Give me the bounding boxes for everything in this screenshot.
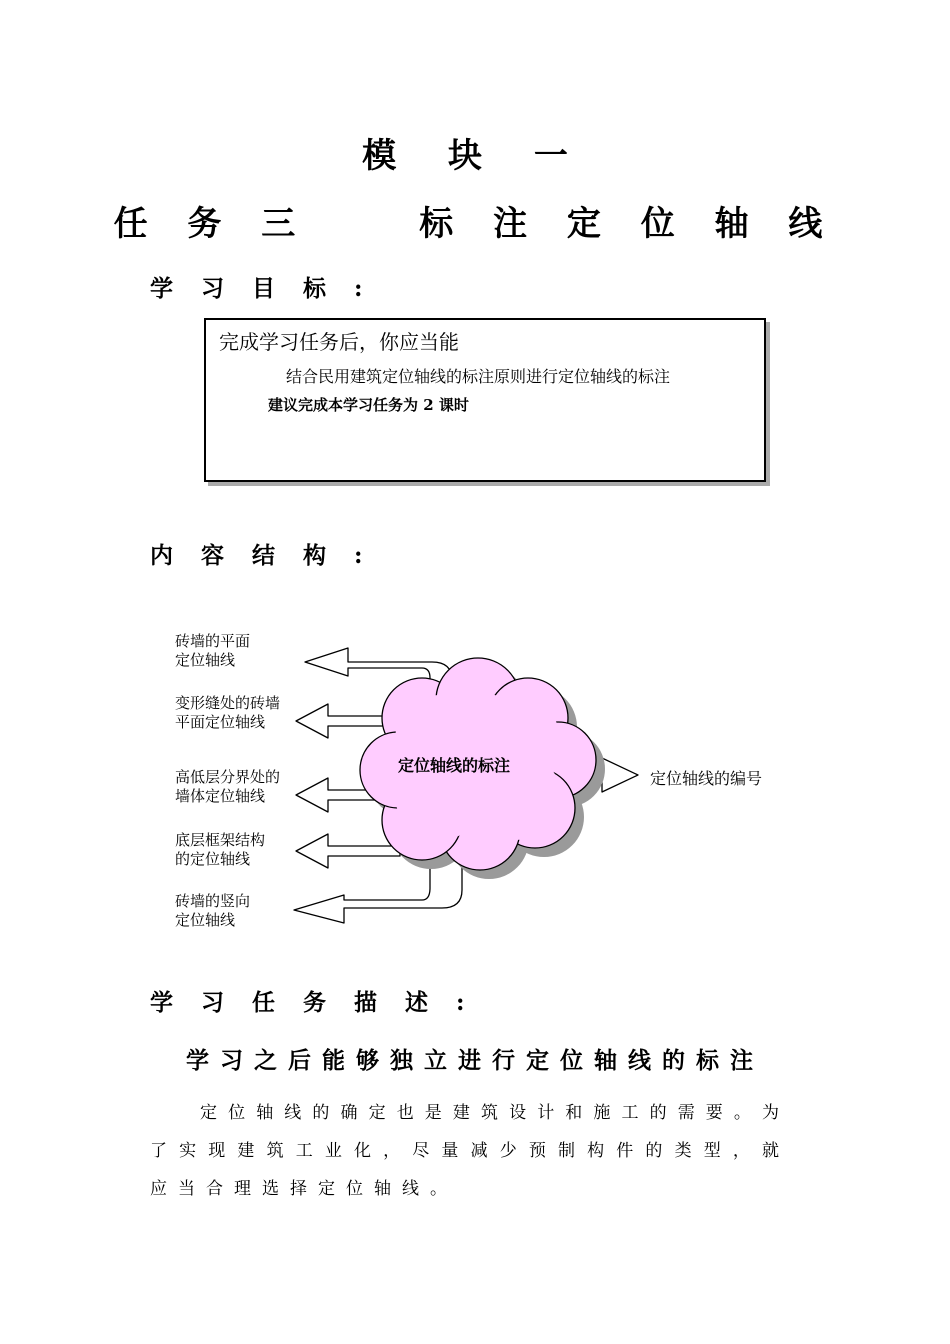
arrow-4 [296, 834, 400, 868]
task-number: 任 务 三 [113, 204, 310, 244]
left-item-4 [175, 831, 265, 869]
cloud-center-label: 定位轴线的标注 [398, 756, 511, 775]
content-structure-diagram [160, 620, 820, 960]
learning-goal-box [204, 318, 766, 482]
left-item-4-line2: 的定位轴线 [175, 850, 251, 868]
left-item-5-line1: 砖墙的竖向 [175, 892, 251, 910]
left-item-5-line2: 定位轴线 [175, 911, 236, 929]
task-title [0, 196, 950, 245]
task-description-title: 学习之后能够独立进行定位轴线的标注 [186, 1047, 764, 1074]
left-item-2-line1: 变形缝处的砖墙 [175, 694, 281, 712]
module-title: 模 块 一 [362, 136, 588, 176]
left-item-3-line2: 墙体定位轴线 [175, 787, 266, 805]
goal-intro: 完成学习任务后，你应当能 [219, 330, 459, 354]
task-description-paragraph: 定位轴线的确定也是建筑设计和施工的需要。为了实现建筑工业化，尽量减少预制构件的类型，就应当合理选择定位轴线。 [150, 1103, 790, 1199]
task-name: 标 注 定 位 轴 线 [419, 204, 837, 244]
left-item-2 [175, 694, 280, 732]
left-item-3 [175, 768, 280, 806]
left-item-5 [175, 892, 250, 930]
left-item-2-line2: 平面定位轴线 [175, 713, 266, 731]
goal-hours: 建议完成本学习任务为 2 课时 [268, 396, 469, 414]
content-structure-heading: 内 容 结 构 : [150, 542, 373, 569]
left-item-1-line1: 砖墙的平面 [175, 632, 251, 650]
right-item: 定位轴线的编号 [650, 769, 763, 788]
learning-goal-heading: 学 习 目 标 : [150, 275, 373, 302]
task-description-heading: 学 习 任 务 描 述 : [150, 989, 475, 1016]
left-item-3-line1: 高低层分界处的 [175, 768, 281, 786]
left-item-1-line2: 定位轴线 [175, 651, 236, 669]
left-item-1 [175, 632, 250, 670]
arrow-2 [296, 704, 392, 738]
left-item-4-line1: 底层框架结构 [175, 831, 266, 849]
goal-item: 结合民用建筑定位轴线的标注原则进行定位轴线的标注 [286, 367, 671, 386]
